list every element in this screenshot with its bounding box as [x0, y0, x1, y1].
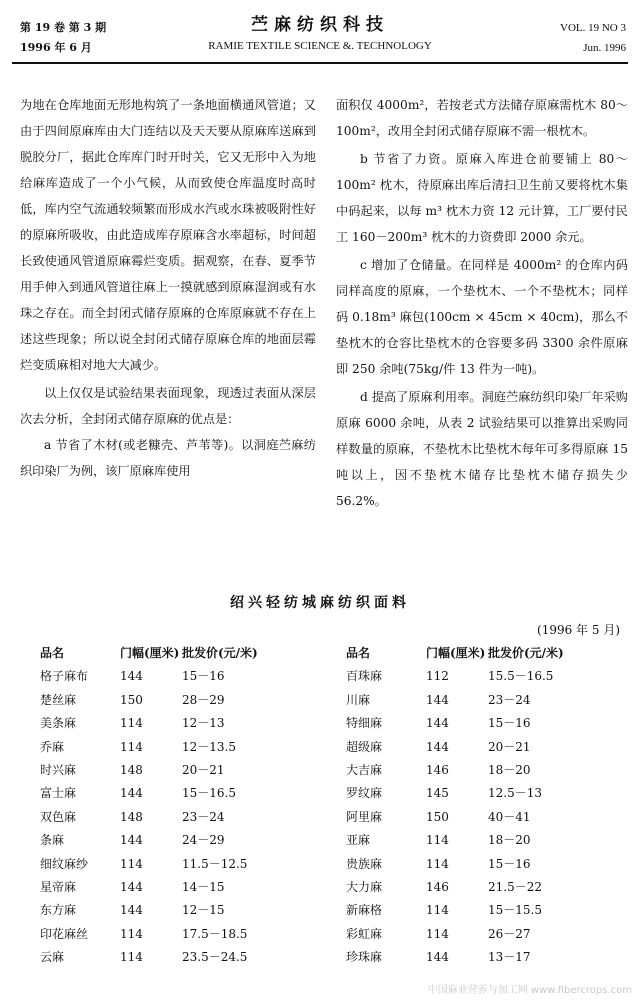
article-paragraph: 以上仅仅是试验结果表面现象，现透过表面从深层次去分析，全封闭式储存原麻的优点是：: [20, 386, 316, 426]
volume-issue-en: VOL. 19 NO 3: [560, 22, 626, 34]
cell-price: 13－17: [488, 950, 531, 965]
cell-width: 145: [426, 786, 449, 801]
table-row: [346, 829, 628, 852]
cell-width: 114: [120, 739, 143, 754]
table-row: [40, 876, 322, 899]
cell-price: 15－16: [488, 856, 531, 871]
price-table-left: [40, 642, 322, 969]
cell-name: 超级麻: [346, 739, 383, 754]
cell-name: 星帝麻: [40, 879, 77, 894]
cell-name: 条麻: [40, 833, 65, 848]
table-row: [346, 782, 628, 805]
cell-name: 罗纹麻: [346, 786, 383, 801]
article-paragraph: a 节省了木材(或老糠壳、芦苇等)。以洞庭苎麻纺织印染厂为例，该厂原麻库使用: [20, 438, 316, 478]
cell-price: 21.5－22: [488, 879, 542, 894]
table-row: [346, 853, 628, 876]
cell-price: 15－16: [488, 716, 531, 731]
cell-name: 川麻: [346, 692, 371, 707]
table-row: [40, 923, 322, 946]
cell-name: 珍珠麻: [346, 950, 383, 965]
cell-width: 114: [426, 926, 449, 941]
issue-date-en: Jun. 1996: [583, 42, 626, 54]
cell-price: 40－41: [488, 809, 531, 824]
cell-width: 144: [426, 950, 449, 965]
cell-width: 148: [120, 809, 143, 824]
cell-name: 双色麻: [40, 809, 77, 824]
cell-width: 144: [120, 786, 143, 801]
cell-price: 14－15: [182, 879, 225, 894]
cell-name: 时兴麻: [40, 762, 77, 777]
cell-price: 23.5－24.5: [182, 950, 248, 965]
table-row: [346, 759, 628, 782]
site-watermark: 中国麻业营养与加工网 www.fibercrops.com: [427, 985, 632, 996]
cell-width: 114: [120, 856, 143, 871]
cell-price: 23－24: [182, 809, 225, 824]
article-left-column: [20, 92, 316, 484]
cell-name: 大力麻: [346, 879, 383, 894]
cell-price: 15.5－16.5: [488, 669, 554, 684]
cell-name: 美条麻: [40, 716, 77, 731]
table-row: [346, 806, 628, 829]
journal-title-en: RAMIE TEXTILE SCIENCE &. TECHNOLOGY: [208, 40, 432, 52]
cell-name: 楚丝麻: [40, 692, 77, 707]
cell-width: 146: [426, 879, 449, 894]
price-table-right: [346, 642, 628, 969]
cell-name: 百珠麻: [346, 669, 383, 684]
cell-price: 20－21: [182, 762, 225, 777]
volume-issue: 第 19 卷 第 3 期: [20, 21, 107, 34]
cell-name: 云麻: [40, 950, 65, 965]
table-row: [346, 665, 628, 688]
cell-width: 114: [120, 926, 143, 941]
table-date: (1996 年 5 月): [537, 623, 620, 637]
cell-name: 新麻格: [346, 903, 383, 918]
cell-width: 114: [120, 716, 143, 731]
article-paragraph: c 增加了仓储量。在同样是 4000m² 的仓库内码同样高度的原麻，一个垫枕木、一个不垫枕木；同样码 0.18m³ 麻包(100cm × 45cm × 40cm)，那么不垫枕木的仓容比垫枕木的仓容要多码 3300 余件原麻即 250 余吨(75kg/件 13 件为一吨)。: [336, 258, 628, 376]
cell-name: 印花麻丝: [40, 926, 89, 941]
cell-price: 18－20: [488, 762, 531, 777]
cell-width: 150: [426, 809, 449, 824]
cell-width: 146: [426, 762, 449, 777]
col-header-name: 品名: [346, 646, 371, 660]
article-paragraph: d 提高了原麻利用率。洞庭苎麻纺织印染厂年采购原麻 6000 余吨，从表 2 试验结果可以推算出采购同样数量的原麻，不垫枕木比垫枕木每年可多得原麻 15 吨以上，因不垫枕木储存比垫枕木储存损失少 56.2%。: [336, 390, 628, 508]
table-row: [40, 946, 322, 969]
cell-price: 28－29: [182, 692, 225, 707]
cell-name: 格子麻布: [40, 669, 89, 684]
cell-price: 11.5－12.5: [182, 856, 248, 871]
table-row: [40, 759, 322, 782]
table-header-row: [40, 642, 322, 665]
table-title: 绍兴轻纺城麻纺织面料: [230, 595, 410, 611]
cell-width: 148: [120, 762, 143, 777]
table-row: [40, 899, 322, 922]
cell-width: 144: [426, 739, 449, 754]
cell-width: 114: [120, 950, 143, 965]
cell-name: 贵族麻: [346, 856, 383, 871]
cell-width: 144: [426, 716, 449, 731]
cell-price: 23－24: [488, 692, 531, 707]
cell-name: 阿里麻: [346, 809, 383, 824]
article-paragraph: 面积仅 4000m²，若按老式方法储存原麻需枕木 80～100m²，改用全封闭式储存原麻不需一根枕木。: [336, 98, 628, 138]
cell-width: 114: [426, 903, 449, 918]
cell-price: 12－15: [182, 903, 225, 918]
table-row: [40, 829, 322, 852]
cell-width: 144: [426, 692, 449, 707]
cell-price: 15－16.5: [182, 786, 236, 801]
cell-price: 12.5－13: [488, 786, 542, 801]
page-header: [0, 0, 640, 62]
col-header-name: 品名: [40, 646, 65, 660]
cell-width: 112: [426, 669, 449, 684]
cell-name: 特细麻: [346, 716, 383, 731]
cell-name: 东方麻: [40, 903, 77, 918]
cell-width: 114: [426, 833, 449, 848]
cell-width: 144: [120, 903, 143, 918]
col-header-price: 批发价(元/米): [182, 646, 258, 660]
header-left: [20, 18, 106, 58]
header-rule: [12, 62, 628, 64]
cell-price: 20－21: [488, 739, 531, 754]
header-center: [170, 14, 470, 56]
cell-price: 12－13.5: [182, 739, 236, 754]
cell-name: 彩虹麻: [346, 926, 383, 941]
table-row: [346, 689, 628, 712]
col-header-width: 门幅(厘米): [426, 646, 486, 660]
table-row: [346, 712, 628, 735]
cell-price: 24－29: [182, 833, 225, 848]
cell-price: 18－20: [488, 833, 531, 848]
cell-price: 17.5－18.5: [182, 926, 248, 941]
journal-title-cn: 苎麻纺织科技: [251, 15, 389, 35]
table-row: [40, 853, 322, 876]
col-header-width: 门幅(厘米): [120, 646, 180, 660]
header-right: [560, 18, 626, 58]
table-row: [346, 899, 628, 922]
table-row: [346, 876, 628, 899]
cell-price: 12－13: [182, 716, 225, 731]
table-row: [346, 923, 628, 946]
table-row: [40, 689, 322, 712]
table-row: [40, 806, 322, 829]
table-row: [40, 712, 322, 735]
cell-price: 15－16: [182, 669, 225, 684]
table-row: [346, 946, 628, 969]
issue-date-cn: 1996 年 6 月: [20, 41, 92, 54]
col-header-price: 批发价(元/米): [488, 646, 564, 660]
cell-name: 富士麻: [40, 786, 77, 801]
cell-width: 150: [120, 692, 143, 707]
table-row: [346, 736, 628, 759]
cell-price: 15－15.5: [488, 903, 542, 918]
table-row: [40, 782, 322, 805]
cell-width: 144: [120, 669, 143, 684]
cell-width: 114: [426, 856, 449, 871]
article-paragraph: b 节省了力资。原麻入库进仓前要铺上 80～100m² 枕木，待原麻出库后清扫卫生前又要将枕木集中码起来，以每 m³ 枕木力资 12 元计算，工厂要付民工 160－200m³ 枕木的力资费即 2000 余元。: [336, 152, 628, 244]
cell-price: 26－27: [488, 926, 531, 941]
cell-name: 亚麻: [346, 833, 371, 848]
cell-name: 乔麻: [40, 739, 65, 754]
cell-name: 细纹麻纱: [40, 856, 89, 871]
table-header-row: [346, 642, 628, 665]
cell-width: 144: [120, 879, 143, 894]
table-row: [40, 736, 322, 759]
table-row: [40, 665, 322, 688]
cell-name: 大吉麻: [346, 762, 383, 777]
cell-width: 144: [120, 833, 143, 848]
article-right-column: [336, 92, 628, 514]
article-paragraph: 为地在仓库地面无形地构筑了一条地面横通风管道；又由于四间原麻库由大门连结以及天天要从原麻库送麻到脱胶分厂，据此仓库库门时开时关，它又无形中入为地给麻库造成了一个小气候，从而致使仓库温度时高时低，库内空气流通较频繁而形成水汽或水珠被吸附性好的原麻所吸收，由此造成库存原麻含水率超标，时间超长致使通风管道原麻霉烂变质。据观察，在春、夏季节用手伸入到通风管道往麻上一摸就感到原麻湿润或有水珠之存在。而全封闭式储存原麻的仓库原麻就不存在上述这些现象；所以说全封闭式储存原麻仓库的地面层霉烂变质麻相对地大大减少。: [20, 98, 316, 372]
